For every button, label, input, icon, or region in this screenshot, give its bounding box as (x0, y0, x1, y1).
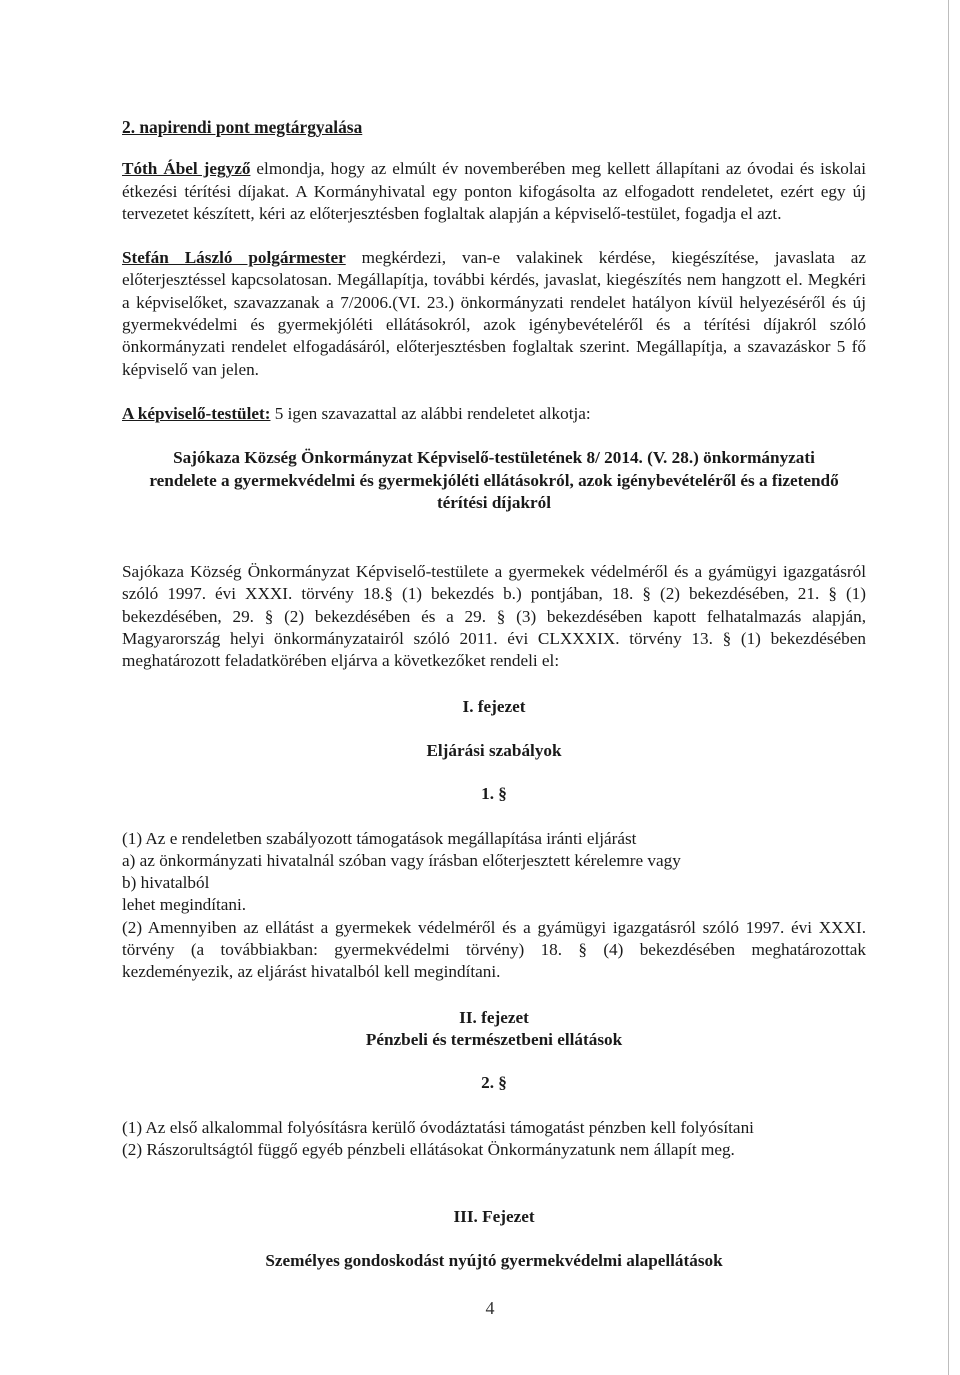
section-1-line-2: a) az önkormányzati hivatalnál szóban vagy írásban előterjesztett kérelemre vagy (122, 850, 681, 870)
decree-title-line-2: rendelete a gyermekvédelmi és gyermekjóléti ellátásokról, azok igénybevételéről és a fizetendő (149, 470, 839, 490)
section-1-body (122, 828, 866, 917)
scan-edge-line (948, 0, 949, 1375)
chapter-2-title: Pénzbeli és természetbeni ellátások (365, 1029, 623, 1049)
mayor-text: megkérdezi, van-e valakinek kérdése, kiegészítése, javaslata az előterjesztéssel kapcsolatosan. Megállapítja, további kérdés, javaslat, kiegészítés nem hangzott el. Megkéri a képviselőket, szavazzanak a 7/2006.(VI. 23.) önkormányzati rendelet hatályon kívül helyezéséről és új gyermekvédelmi és gyermekjóléti ellátásokról, azok igénybevételéről és a térítési díjakról szóló önkormányzati rendelet elfogadásáról, előterjesztésben foglaltak szerint. Megállapítja, a szavazáskor 5 fő képviselő van jelen. (122, 248, 866, 379)
paragraph-council (122, 403, 866, 425)
section-1-line-3: b) hivatalból (122, 873, 210, 893)
paragraph-mayor (122, 247, 866, 381)
section-2-line-2: (2) Rászorultságtól függő egyéb pénzbeli ellátásokat Önkormányzatunk nem állapít meg. (122, 1139, 735, 1159)
page-number: 4 (485, 1298, 495, 1318)
decree-preamble: Sajókaza Község Önkormányzat Képviselő-testülete a gyermekek védelméről és a gyámügyi igazgatásról szóló 1997. évi XXXI. törvény 18.§ (1) bekezdés b.) pontjában, 18. § (2) bekezdésében, 21. § (1) bekezdésében, 29. § (2) bekezdésében és a 29. § (3) bekezdésében kapott felhatalmazás alapján, Magyarország helyi önkormányzatairól szóló 2011. évi CLXXXIX. törvény 13. § (1) bekezdésében meghatározott feladatkörében eljárva a következőket rendeli el: (122, 562, 866, 671)
chapter-3-title: Személyes gondoskodást nyújtó gyermekvédelmi alapellátások (265, 1251, 723, 1271)
section-1-line-4: lehet megindítani. (122, 895, 247, 915)
section-2-line-1: (1) Az első alkalommal folyósításra kerülő óvodáztatási támogatást pénzben kell folyósítani (122, 1117, 754, 1137)
decree-title (122, 447, 866, 514)
decree-title-line-1: Sajókaza Község Önkormányzat Képviselő-testületének 8/ 2014. (V. 28.) önkormányzati (173, 448, 815, 468)
chapter-1-title: Eljárási szabályok (426, 740, 562, 760)
section-1-line-1: (1) Az e rendeletben szabályozott támogatások megállapítása iránti eljárást (122, 828, 637, 848)
paragraph-notary (122, 158, 866, 225)
speaker-notary: Tóth Ábel jegyző (122, 159, 251, 179)
chapter-2-label: II. fejezet (459, 1007, 529, 1027)
section-1-label: 1. § (481, 784, 507, 804)
section-2-label: 2. § (481, 1073, 507, 1093)
section-1-paragraph-2: (2) Amennyiben az ellátást a gyermekek védelméről és a gyámügyi igazgatásról szóló 1997. évi XXXI. törvény (a továbbiakban: gyermekvédelmi törvény) 18. § (4) bekezdésében meghatározottak kezdeményezik, az eljárást hivatalból kell megindítani. (122, 917, 866, 982)
decree-title-line-3: térítési díjakról (436, 492, 552, 512)
notary-text: elmondja, hogy az elmúlt év novemberében meg kellett állapítani az óvodai és iskolai étkezési térítési díjakat. A Kormányhivatal egy ponton kifogásolta az elfogadott rendeletet, ezért egy új tervezetet készített, kéri az előterjesztésben foglaltak alapján a képviselő-testület, fogadja el azt. (122, 159, 866, 223)
speaker-mayor: Stefán László polgármester (122, 248, 346, 268)
section-heading: 2. napirendi pont megtárgyalása (122, 117, 363, 137)
speaker-council: A képviselő-testület: (122, 403, 271, 423)
chapter-1-label: I. fejezet (462, 696, 526, 716)
document-content (122, 116, 866, 1273)
section-2-body (122, 1117, 866, 1162)
council-text: 5 igen szavazattal az alábbi rendeletet alkotja: (270, 403, 591, 423)
chapter-3-label: III. Fejezet (453, 1207, 535, 1227)
